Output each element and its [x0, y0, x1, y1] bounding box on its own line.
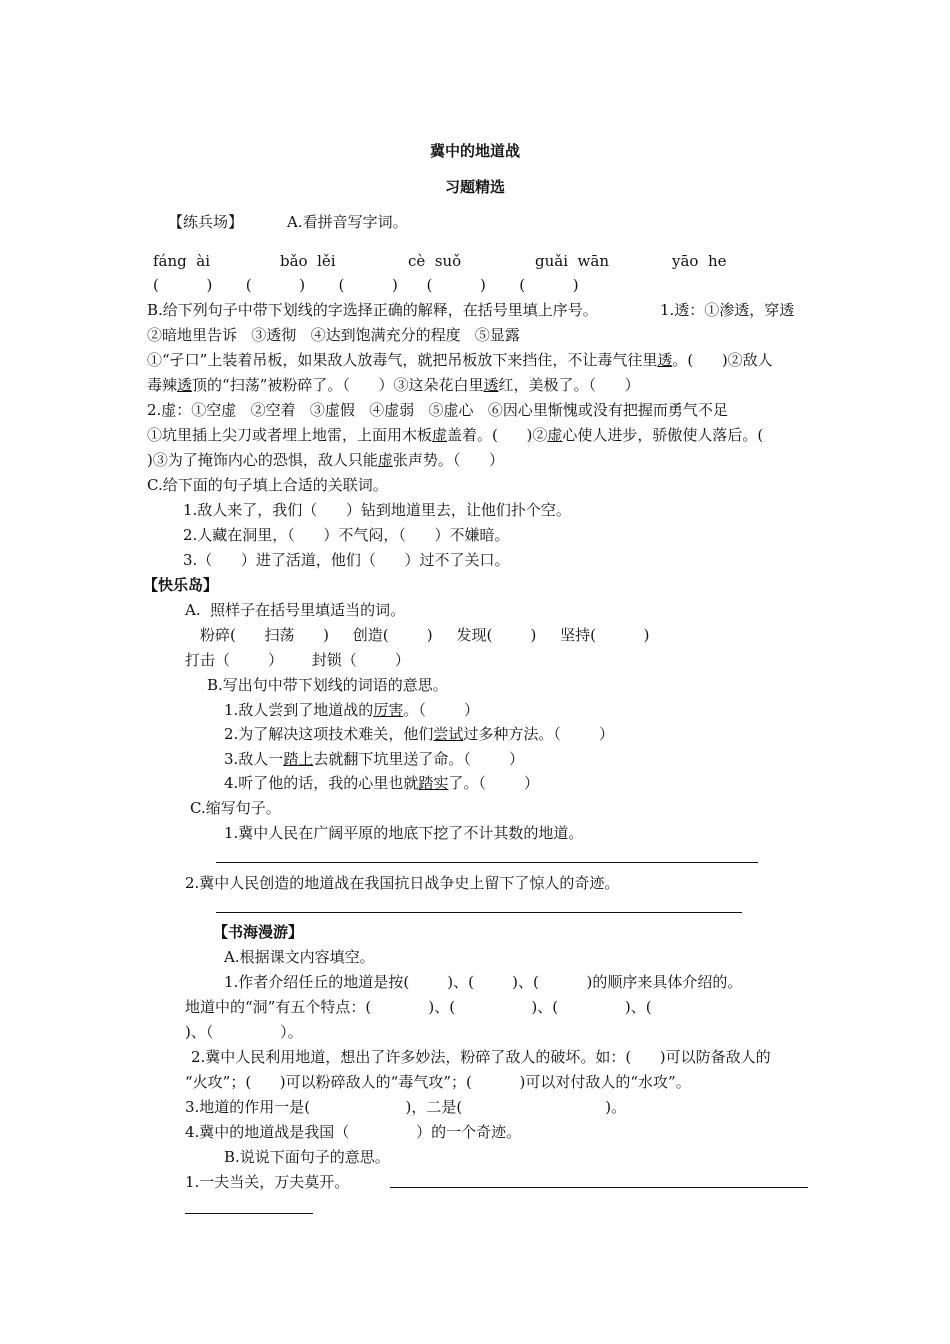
- answer-blank-line-2: [216, 912, 742, 913]
- kuailedao-part-a: A. 照样子在括号里填适当的词。: [185, 601, 406, 619]
- page-title: 冀中的地道战: [429, 142, 520, 160]
- shuhai-part-a: A.根据课文内容填空。: [224, 948, 375, 966]
- tou-definition-title: 1.透：①渗透，穿透: [660, 301, 795, 319]
- tou-sentence-line-2: 毒辣透顶的“扫荡”被粉碎了。（ ）③这朵花白里透红，美极了。（ ）: [147, 376, 640, 394]
- answer-blank-line-1: [216, 862, 758, 863]
- word-meaning-item-2: 2.为了解决这项技术难关，他们尝试过多种方法。（ ）: [224, 725, 614, 743]
- fill-item-4: 4.冀中的地道战是我国（ ）的一个奇迹。: [185, 1123, 522, 1141]
- conjunction-item-3: 3.（ ）进了活道，他们（ ）过不了关口。: [183, 551, 510, 569]
- pinyin-2: bǎo lěi: [280, 252, 336, 270]
- tou-sentence-line-1: ①“孑口”上装着吊板，如果敌人放毒气，就把吊板放下来挡住，不让毒气往里透。( )②敌人: [147, 351, 773, 369]
- kuailedao-part-c: C.缩写句子。: [190, 799, 281, 817]
- answer-blank-line-4: [185, 1213, 313, 1214]
- fill-item-2-line-1: 2.冀中人民利用地道，想出了许多妙法，粉碎了敌人的破坏。如：( )可以防备敌人的: [191, 1048, 771, 1066]
- word-meaning-item-1: 1.敌人尝到了地道战的厉害。（ ）: [224, 701, 479, 719]
- tou-definition-options: ②暗地里告诉 ③透彻 ④达到饱满充分的程度 ⑤显露: [147, 326, 520, 344]
- page-subtitle: 习题精选: [444, 178, 505, 196]
- xu-sentence-line-1: ①坑里插上尖刀或者埋上地雷，上面用木板虚盖着。( )②虚心使人进步，骄傲使人落后。(: [147, 426, 764, 444]
- xu-definition-title: 2.虚：①空虚 ②空着 ③虚假 ④虚弱 ⑤虚心 ⑥因心里惭愧或没有把握而勇气不足: [147, 401, 728, 419]
- shuhai-part-b: B.说说下面句子的意思。: [224, 1148, 390, 1166]
- pinyin-3: cè suǒ: [408, 252, 462, 270]
- shorten-sentence-1: 1.冀中人民在广阔平原的地底下挖了不计其数的地道。: [224, 824, 584, 842]
- shorten-sentence-2: 2.冀中人民创造的地道战在我国抗日战争史上留下了惊人的奇迹。: [185, 874, 620, 892]
- word-meaning-item-4: 4.听了他的话，我的心里也就踏实了。（ ）: [224, 774, 539, 792]
- fill-item-3: 3.地道的作用一是( )，二是( )。: [185, 1098, 627, 1116]
- fill-item-2-line-2: “火攻”；( )可以粉碎敌人的“毒气攻”；( )可以对付敌人的“水攻”。: [185, 1073, 691, 1091]
- word-fill-row-2: 打击（ ） 封锁（ ）: [185, 651, 410, 669]
- word-meaning-item-3: 3.敌人一踏上去就翻下坑里送了命。（ ）: [224, 750, 524, 768]
- lianbingchang-part-c-intro: C.给下面的句子填上合适的关联词。: [147, 476, 388, 494]
- section-heading-shuhai: 【书海漫游】: [213, 923, 304, 941]
- pinyin-answer-parens: ( ) ( ) ( ) ( ) ( ): [153, 276, 579, 294]
- xu-sentence-line-2: )③为了掩饰内心的恐惧，敌人只能虚张声势。（ ）: [147, 451, 504, 469]
- pinyin-4: guǎi wān: [535, 252, 609, 270]
- pinyin-5: yāo he: [672, 252, 727, 270]
- kuailedao-part-b: B.写出句中带下划线的词语的意思。: [207, 676, 448, 694]
- word-fill-row-1: 粉碎( 扫荡 ) 创造( ) 发现( ) 坚持( ): [200, 626, 650, 644]
- fill-item-1-line-1: 1.作者介绍任丘的地道是按( )、( )、( )的顺序来具体介绍的。: [224, 973, 743, 991]
- conjunction-item-2: 2.人藏在洞里，（ ）不气闷，（ ）不嫌暗。: [183, 526, 510, 544]
- lianbingchang-part-a: A.看拼音写字词。: [287, 213, 408, 231]
- lianbingchang-part-b-intro: B.给下列句子中带下划线的字选择正确的解释，在括号里填上序号。: [147, 301, 598, 319]
- pinyin-1: fáng ài: [153, 252, 211, 270]
- fill-item-1-line-2: 地道中的“洞”有五个特点：( )、( )、( )、(: [185, 998, 652, 1016]
- section-heading-lianbingchang: 【练兵场】: [168, 213, 244, 231]
- answer-blank-line-3: [390, 1187, 808, 1188]
- fill-item-1-line-3: )、（ ）。: [185, 1023, 303, 1041]
- meaning-item-1: 1.一夫当关，万夫莫开。: [185, 1173, 350, 1191]
- conjunction-item-1: 1.敌人来了，我们（ ）钻到地道里去，让他们扑个空。: [183, 501, 571, 519]
- section-heading-kuailedao: 【快乐岛】: [143, 576, 219, 594]
